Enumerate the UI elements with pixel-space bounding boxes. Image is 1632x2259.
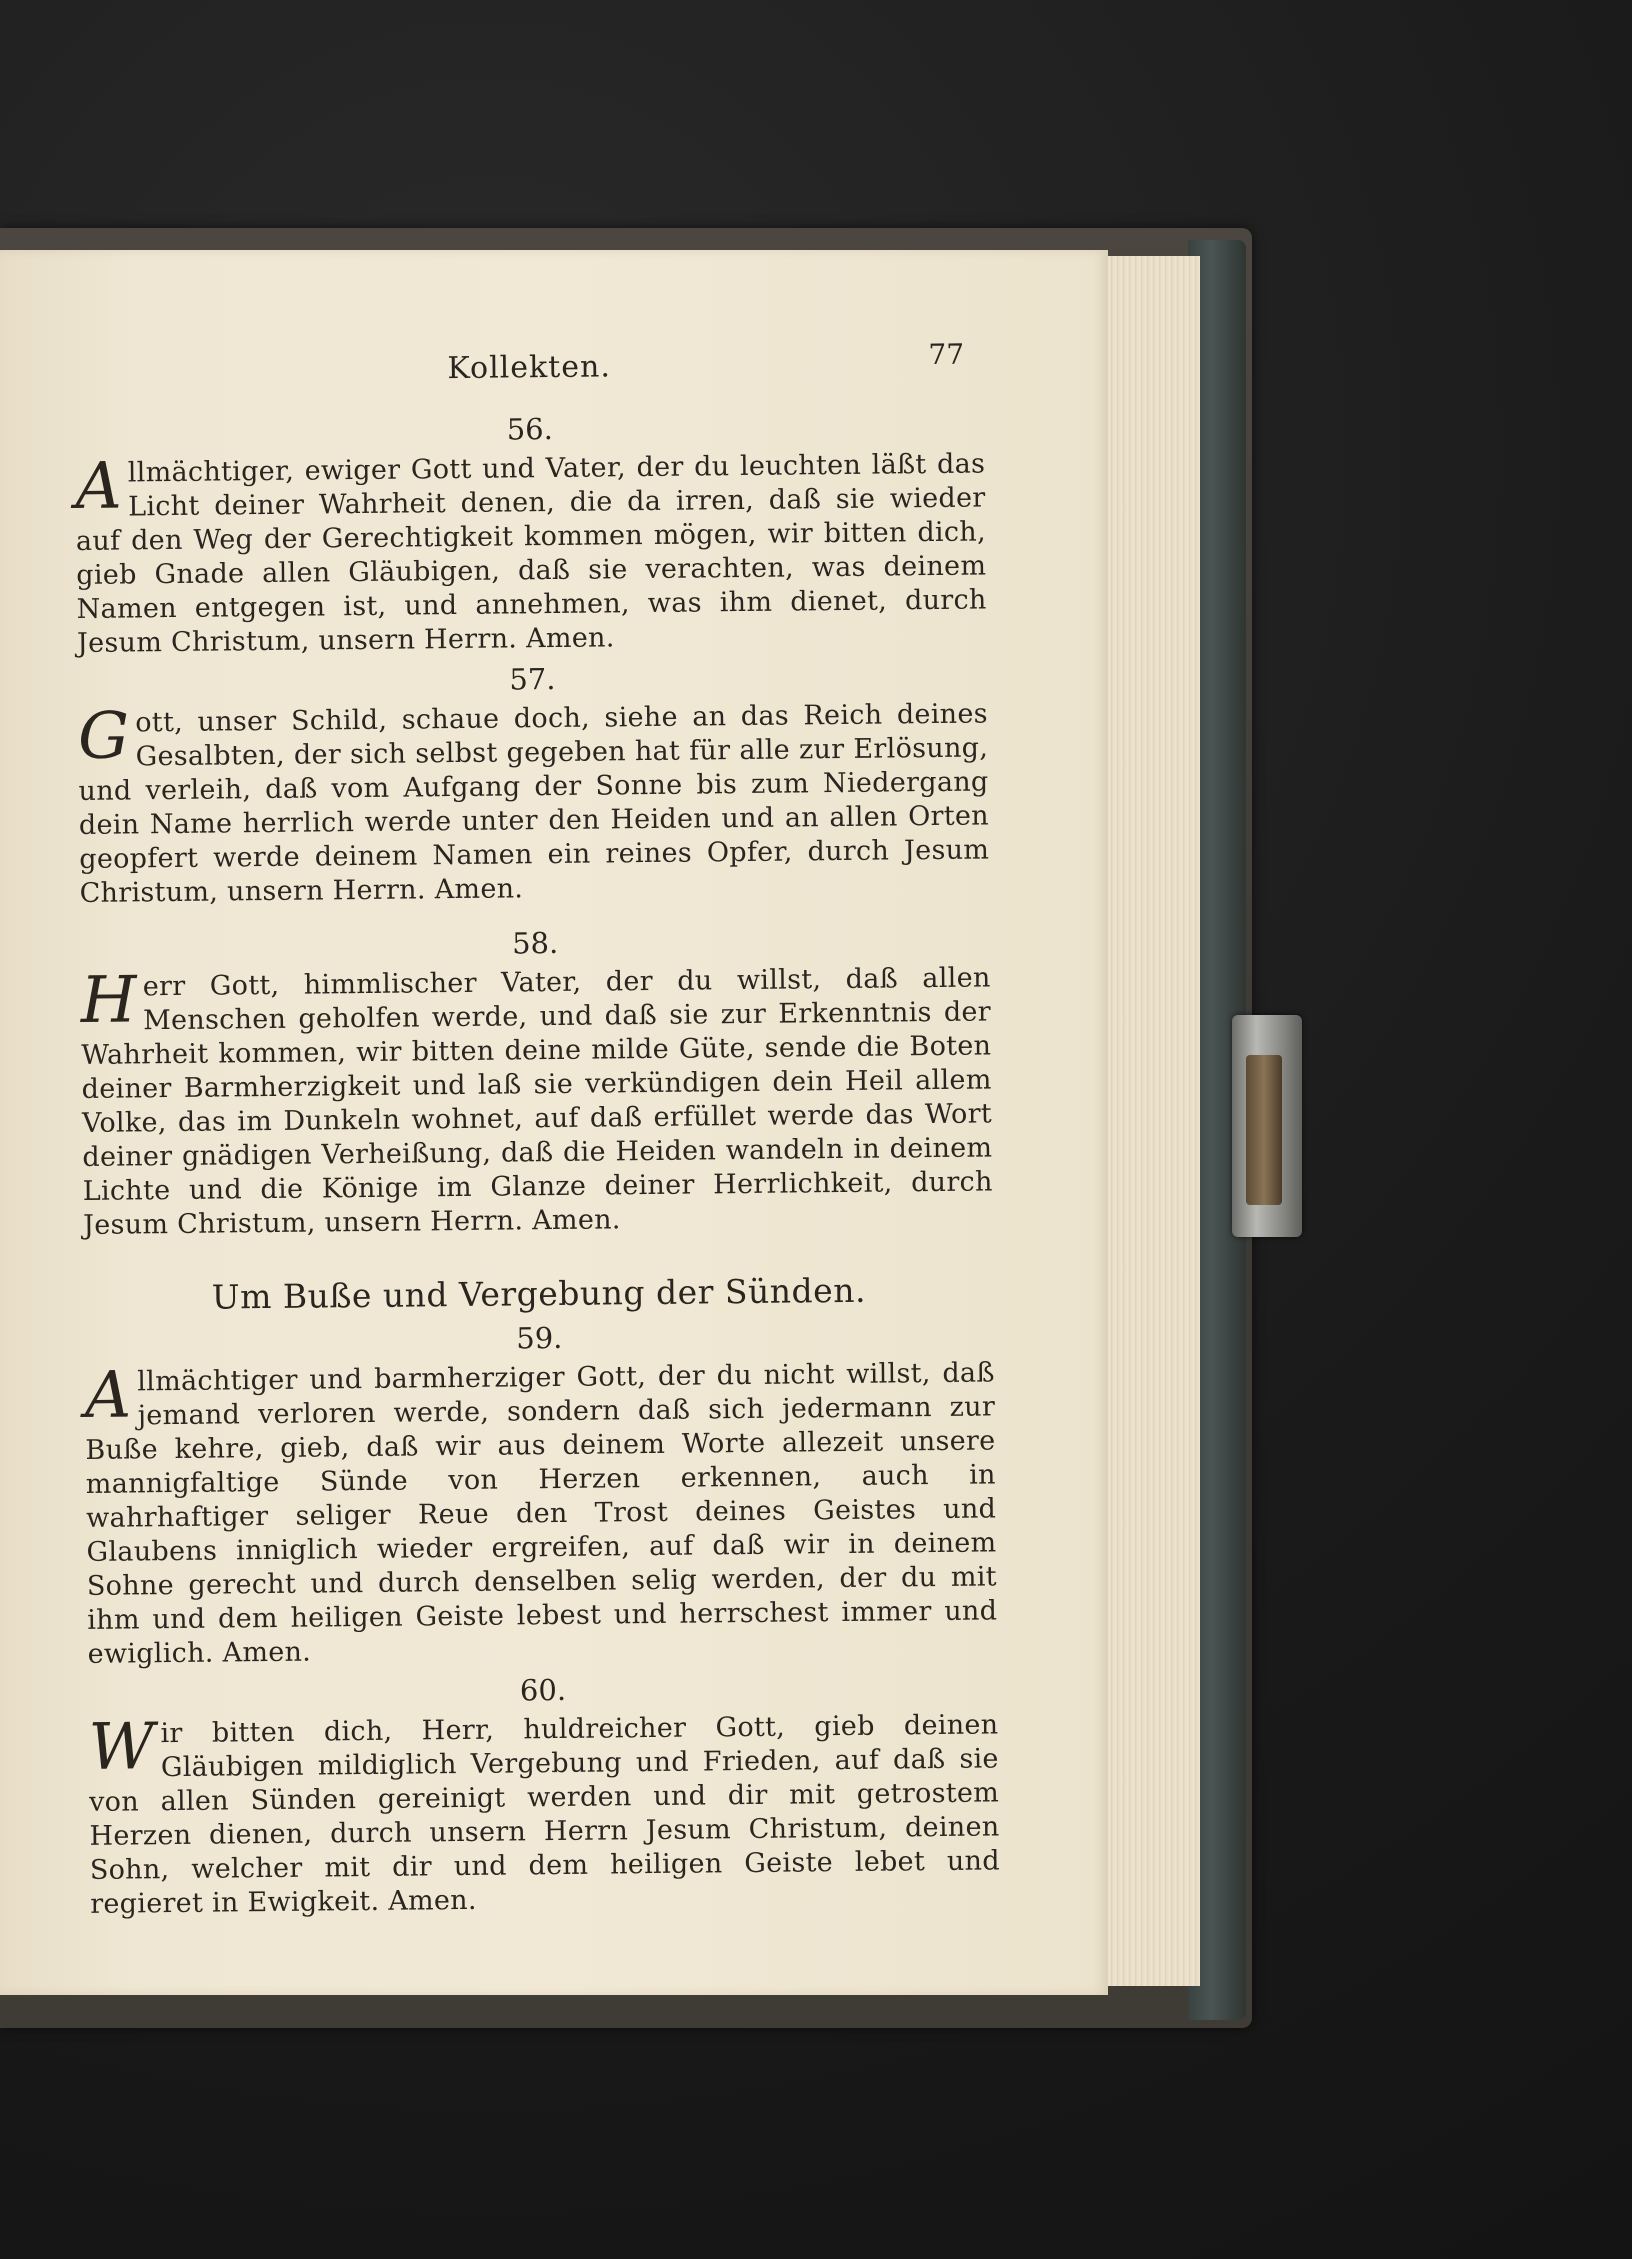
- clasp-hinge-icon: [1246, 1055, 1282, 1205]
- collect-number: 59.: [516, 1320, 563, 1356]
- drop-cap: H: [80, 963, 138, 1038]
- collect-text: err Gott, himmlischer Vater, der du willst, daß allen Menschen geholfen werde, und daß sie zur Erkenntnis der Wahrheit kommen, wir bitten deine milde Güte, sende die Boten deiner Barmherzigkeit und laß sie verkündigen dein Heil allem Volke, das im Dunkeln wohnet, auf daß erfüllet werde das Wort deiner gnädigen Verheißung, daß die Heiden wandeln in deinem Lichte und die Könige im Glanze deiner Herrlichkeit, durch Jesum Christum, unsern Herrn. Amen.: [81, 962, 993, 1241]
- collect-text: ir bitten dich, Herr, huldreicher Gott, gieb deinen Gläubigen mildiglich Vergebung und Frieden, auf daß sie von allen Sünden gereinigt werden und dir mit getrostem Herzen dienen, durch unsern Herrn Jesum Christum, deinen Sohn, welcher mit dir und dem heiligen Geiste lebet und regieret in Ewigkeit. Amen.: [88, 1709, 1000, 1920]
- collect-number: 57.: [509, 661, 556, 697]
- page-number: 77: [928, 337, 965, 372]
- collect-number: 56.: [506, 411, 554, 447]
- collect-number: 60.: [519, 1672, 567, 1708]
- collect-number: 58.: [511, 925, 559, 961]
- page-text-block: [74, 337, 1000, 1921]
- collect-text: llmächtiger, ewiger Gott und Vater, der du leuchten läßt das Licht deiner Wahrheit denen, die da irren, daß sie wieder auf den Weg der Gerechtigkeit kommen mögen, wir bitten dich, gieb Gnade allen Gläubigen, daß sie verachten, was deinem Namen entgegen ist, und annehmen, was ihm dienet, durch Jesum Christum, unsern Herrn. Amen.: [75, 448, 987, 659]
- collect-paragraph: [85, 1356, 998, 1672]
- drop-cap: W: [88, 1710, 156, 1785]
- collect-paragraph: [88, 1708, 1000, 1922]
- collect-paragraph: [80, 961, 993, 1243]
- collect-paragraph: [78, 697, 990, 911]
- section-heading: Um Buße und Vergebung der Sünden.: [211, 1270, 867, 1317]
- collect-paragraph: [75, 447, 987, 661]
- collect-text: llmächtiger und barmherziger Gott, der du nicht willst, daß jemand verloren werde, sondern daß sich jedermann zur Buße kehre, gieb, daß wir aus deinem Worte allezeit unsere mannigfaltige Sünde von Herzen erkennen, auch in wahrhaftiger seliger Reue den Trost deines Geistes und Glaubens inniglich wieder ergreifen, auf daß wir in deinem Sohne gerecht und durch denselben selig werden, der du mit ihm und dem heiligen Geiste lebest und herrschest immer und ewiglich. Amen.: [85, 1357, 998, 1670]
- drop-cap: A: [84, 1358, 132, 1433]
- drop-cap: G: [77, 699, 130, 774]
- collect-text: ott, unser Schild, schaue doch, siehe an das Reich deines Gesalbten, der sich selbst gegeben hat für alle zur Erlösung, und verleih, daß vom Aufgang der Sonne bis zum Niedergang dein Name herrlich werde unter den Heiden und an allen Orten geopfert werde deinem Namen ein reines Opfer, durch Jesum Christum, unsern Herrn. Amen.: [78, 698, 990, 909]
- running-head: Kollekten.: [447, 349, 612, 387]
- drop-cap: A: [74, 449, 123, 524]
- book-clasp: [1232, 1015, 1302, 1237]
- page-block-edge: [1098, 256, 1200, 1986]
- page-header: [74, 337, 985, 411]
